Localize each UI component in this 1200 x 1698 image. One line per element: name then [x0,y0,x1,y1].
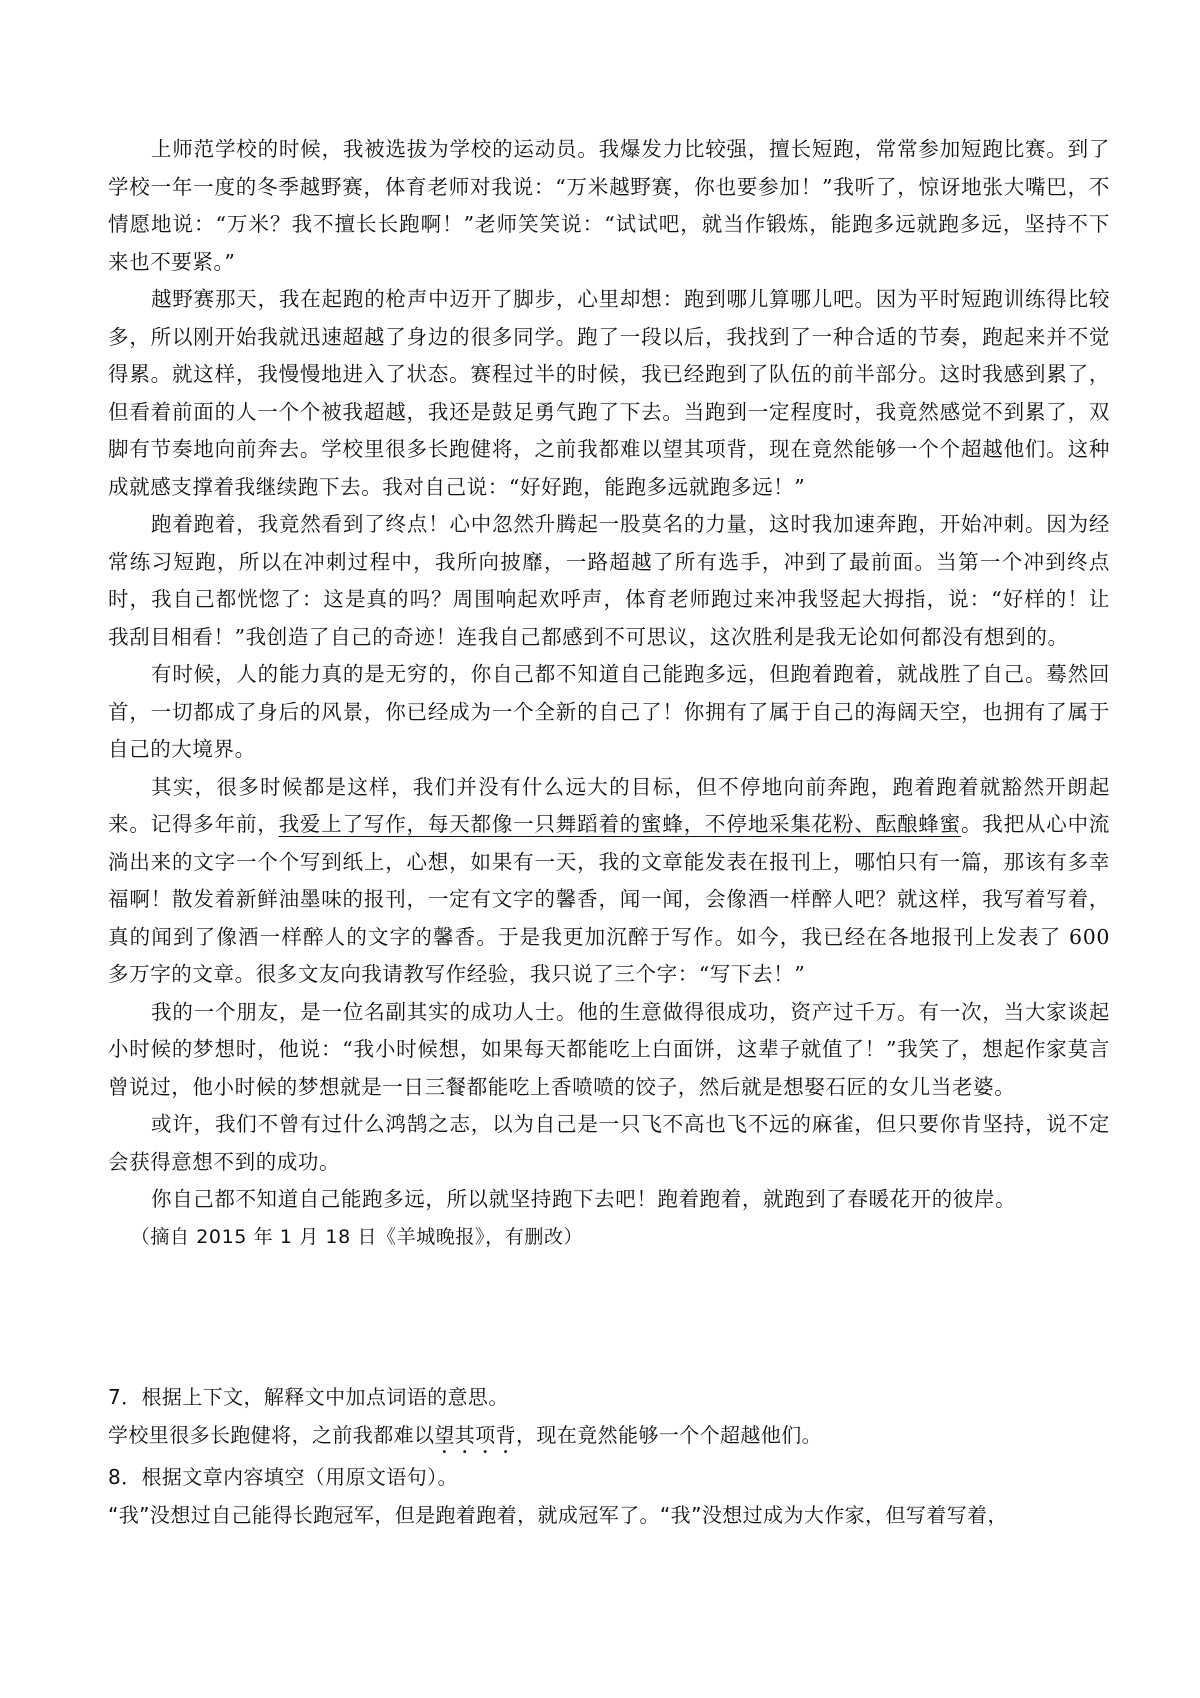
paragraph-6: 我的一个朋友，是一位名副其实的成功人士。他的生意做得很成功，资产过千万。有一次，当大家谈起小时候的梦想时，他说：“我小时候想，如果每天都能吃上白面饼，这辈子就值了！”我笑了，想起作家莫言曾说过，他小时候的梦想就是一日三餐都能吃上香喷喷的饺子，然后就是想娶石匠的女儿当老婆。 [108,999,1110,1099]
paragraph-5-tail: 。我把从心中流淌出来的文字一个个写到纸上，心想，如果有一天，我的文章能发表在报刊上，哪怕只有一篇，那该有多幸福啊！散发着新鲜油墨味的报刊，一定有文字的馨香，闻一闻，会像酒一样醉人吧？就这样，我写着写着，真的闻到了像酒一样醉人的文字的馨香。于是我更加沉醉于写作。如今，我已经在各地报刊上发表了 600 多万字的文章。很多文友向我请教写作经验，我只说了三个字：“写下去！” [108,812,1110,986]
question-8-title: 8．根据文章内容填空（用原文语句）。 [108,1465,458,1489]
paragraph-8: 你自己都不知道自己能跑多远，所以就坚持跑下去吧！跑着跑着，就跑到了春暖花开的彼岸。 [151,1187,1017,1211]
paragraph-2: 越野赛那天，我在起跑的枪声中迈开了脚步，心里却想：跑到哪儿算哪儿吧。因为平时短跑训练得比较多，所以刚开始我就迅速超越了身边的很多同学。跑了一段以后，我找到了一种合适的节奏，跑起来并不觉得累。就这样，我慢慢地进入了状态。赛程过半的时候，我已经跑到了队伍的前半部分。这时我感到累了，但看着前面的人一个个被我超越，我还是鼓足勇气跑了下去。当跑到一定程度时，我竟然感觉不到累了，双脚有节奏地向前奔去。学校里很多长跑健将，之前我都难以望其项背，现在竟然能够一个个超越他们。这种成就感支撑着我继续跑下去。我对自己说：“好好跑，能跑多远就跑多远！” [108,287,1110,499]
question-7-sentence [108,1416,1110,1458]
paragraph-5 [108,769,1110,994]
question-8-text: “我”没想过自己能得长跑冠军，但是跑着跑着，就成冠军了。“我”没想过成为大作家，但写着写着， [108,1503,1008,1527]
question-7-title: 7．根据上下文，解释文中加点词语的意思。 [108,1385,509,1409]
paragraph-1: 上师范学校的时候，我被选拔为学校的运动员。我爆发力比较强，擅长短跑，常常参加短跑比赛。到了学校一年一度的冬季越野赛，体育老师对我说：“万米越野赛，你也要参加！”我听了，惊讶地张大嘴巴，不情愿地说：“万米？我不擅长长跑啊！”老师笑笑说：“试试吧，就当作锻炼，能跑多远就跑多远，坚持不下来也不要紧。” [108,137,1110,274]
paragraph-7: 或许，我们不曾有过什么鸿鹄之志，以为自己是一只飞不高也飞不远的麻雀，但只要你肯坚持，说不定会获得意想不到的成功。 [108,1112,1110,1174]
paragraph-5-lead: 其实，很多时候都是这样，我们并没有什么远大的目标，但不停地向前奔跑，跑着跑着就豁然开朗起来。记得多年前， [108,774,1110,836]
question-7-lead: 学校里很多长跑健将，之前我都难以 [108,1423,435,1447]
question-7-tail: ，现在竟然能够一个个超越他们。 [516,1423,823,1447]
paragraph-4: 有时候，人的能力真的是无穷的，你自己都不知道自己能跑多远，但跑着跑着，就战胜了自己。蓦然回首，一切都成了身后的风景，你已经成为一个全新的自己了！你拥有了属于自己的海阔天空，也拥有了属于自己的大境界。 [108,662,1110,761]
article-body [108,131,1110,1256]
source-citation: （摘自 2015 年 1 月 18 日《羊城晚报》，有删改） [130,1225,584,1248]
underlined-sentence: 我爱上了写作，每天都像一只舞蹈着的蜜蜂，不停地采集花粉、酝酿蜂蜜 [278,812,961,836]
paragraph-3: 跑着跑着，我竟然看到了终点！心中忽然升腾起一股莫名的力量，这时我加速奔跑，开始冲刺。因为经常练习短跑，所以在冲刺过程中，我所向披靡，一路超越了所有选手，冲到了最前面。当第一个冲到终点时，我自己都恍惚了：这是真的吗？周围响起欢呼声，体育老师跑过来冲我竖起大拇指，说：“好样的！让我刮目相看！”我创造了自己的奇迹！连我自己都感到不可思议，这次胜利是我无论如何都没有想到的。 [108,512,1110,649]
dotted-phrase: 望其项背 [434,1423,517,1447]
questions-section [108,1378,1110,1534]
